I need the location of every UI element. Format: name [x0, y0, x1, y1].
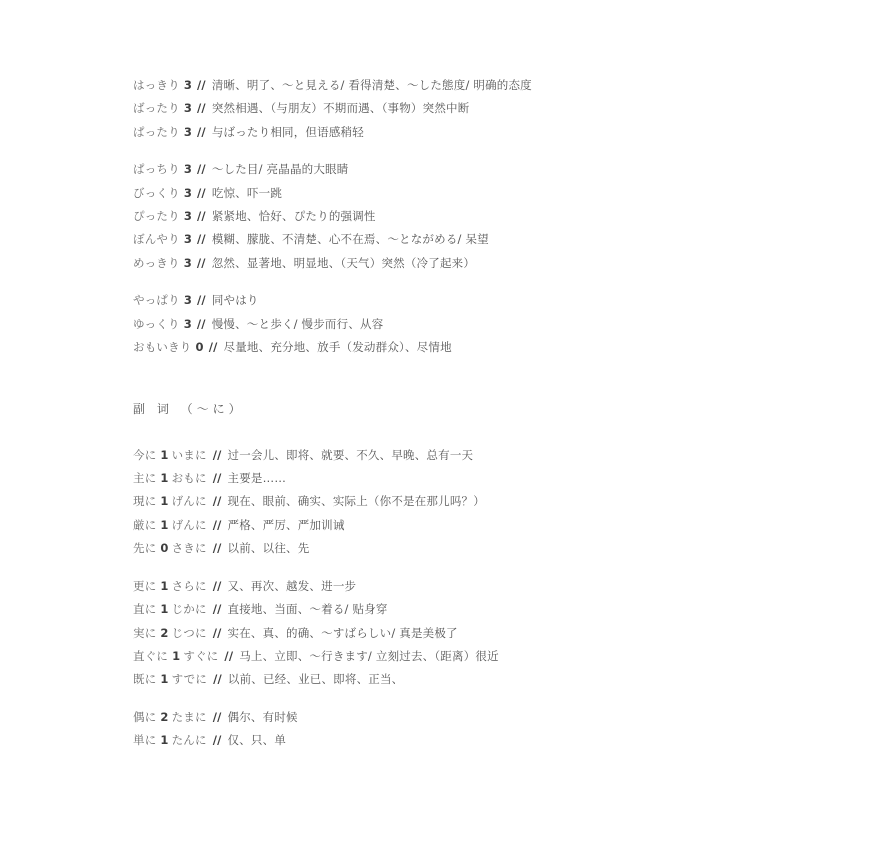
- entry-meaning: 〜した目/ 亮晶晶的大眼睛: [211, 162, 349, 176]
- entry-word: おもいきり: [133, 340, 192, 354]
- entry-kanji: 現に: [133, 494, 157, 508]
- entry-meaning: 尽量地、充分地、放手（发动群众）、尽情地: [223, 340, 452, 354]
- entry-kanji: 今に: [133, 448, 157, 462]
- vocab-entry: [133, 516, 345, 534]
- vocab-entry: [133, 492, 485, 510]
- accent-number: 1: [160, 471, 169, 485]
- vocab-entry: [133, 670, 403, 688]
- entry-kanji: 直ぐに: [133, 649, 169, 663]
- entry-reading: たまに: [171, 710, 207, 724]
- separator: //: [212, 541, 222, 555]
- entry-meaning: 严格、严厉、严加训诫: [227, 518, 345, 532]
- entry-meaning: 主要是……: [227, 471, 287, 485]
- entry-meaning: 马上、立即、〜行きます/ 立刻过去、（距离）很近: [239, 649, 499, 663]
- vocab-entry: [133, 76, 532, 94]
- entry-word: びっくり: [133, 186, 180, 200]
- entry-reading: げんに: [171, 518, 207, 532]
- separator: //: [197, 186, 206, 200]
- separator: //: [212, 733, 222, 747]
- accent-number: 3: [183, 293, 193, 307]
- entry-word: ゆっくり: [133, 317, 180, 331]
- entry-word: めっきり: [133, 256, 180, 270]
- entry-meaning: 吃惊、吓一跳: [211, 186, 283, 200]
- entry-reading: すぐに: [183, 649, 219, 663]
- separator: //: [224, 649, 234, 663]
- entry-reading: じつに: [171, 626, 207, 640]
- entry-word: ばったり: [133, 101, 180, 115]
- accent-number: 3: [183, 162, 193, 176]
- separator: //: [197, 78, 206, 92]
- entry-word: ぴったり: [133, 209, 180, 223]
- vocab-entry: [133, 647, 499, 665]
- accent-number: 3: [183, 317, 192, 331]
- entry-meaning: 直接地、当面、〜着る/ 贴身穿: [227, 602, 388, 616]
- separator: //: [197, 209, 206, 223]
- accent-number: 3: [183, 125, 193, 139]
- entry-word: ぼんやり: [133, 232, 180, 246]
- entry-meaning: 模糊、朦胧、不清楚、心不在焉、〜とながめる/ 呆望: [211, 232, 489, 246]
- vocab-entry: [133, 577, 356, 595]
- entry-meaning: 实在、真、的确、〜すばらしい/ 真是美极了: [227, 626, 458, 640]
- entry-word: やっぱり: [133, 293, 180, 307]
- separator: //: [212, 518, 222, 532]
- separator: //: [197, 293, 206, 307]
- entry-kanji: 先に: [133, 541, 157, 555]
- separator: //: [196, 256, 206, 270]
- vocab-entry: [133, 469, 286, 487]
- separator: //: [213, 672, 222, 686]
- separator: //: [212, 448, 222, 462]
- entry-reading: さらに: [171, 579, 207, 593]
- entry-word: はっきり: [133, 78, 180, 92]
- entry-meaning: 与ばったり相同，但语感稍轻: [211, 125, 364, 139]
- accent-number: 3: [183, 78, 193, 92]
- vocab-entry: [133, 123, 364, 141]
- entry-reading: じかに: [171, 602, 207, 616]
- entry-meaning: 同やはり: [211, 293, 259, 307]
- vocab-entry: [133, 731, 286, 749]
- entry-meaning: 清晰、明了、〜と見える/ 看得清楚、〜した態度/ 明确的态度: [211, 78, 532, 92]
- entry-reading: すでに: [171, 672, 208, 686]
- entry-kanji: 直に: [133, 602, 157, 616]
- vocab-entry: [133, 291, 259, 309]
- vocab-entry: [133, 207, 376, 225]
- accent-number: 3: [183, 209, 193, 223]
- separator: //: [212, 710, 222, 724]
- separator: //: [196, 317, 206, 331]
- entry-kanji: 厳に: [133, 518, 157, 532]
- accent-number: 1: [160, 672, 169, 686]
- separator: //: [197, 125, 206, 139]
- entry-meaning: 过一会儿、即将、就要、不久、早晚、总有一天: [227, 448, 474, 462]
- entry-reading: たんに: [171, 733, 207, 747]
- accent-number: 3: [183, 186, 193, 200]
- accent-number: 1: [160, 602, 169, 616]
- entry-reading: おもに: [171, 471, 207, 485]
- vocab-entry: [133, 600, 388, 618]
- vocab-entry: [133, 708, 298, 726]
- entry-meaning: 偶尔、有时候: [227, 710, 298, 724]
- separator: //: [197, 162, 206, 176]
- vocab-entry: [133, 254, 475, 272]
- entry-kanji: 更に: [133, 579, 157, 593]
- separator: //: [212, 626, 222, 640]
- separator: //: [212, 471, 222, 485]
- entry-meaning: 慢慢、〜と歩く/ 慢步而行、从容: [211, 317, 384, 331]
- accent-number: 3: [183, 101, 193, 115]
- accent-number: 0: [195, 340, 204, 354]
- vocab-entry: [133, 184, 282, 202]
- entry-meaning: 突然相遇、（与朋友）不期而遇、（事物）突然中断: [211, 101, 470, 115]
- accent-number: 1: [172, 649, 181, 663]
- entry-meaning: 以前、已经、业已、即将、正当、: [227, 672, 404, 686]
- accent-number: 1: [160, 733, 169, 747]
- accent-number: 2: [160, 710, 169, 724]
- separator: //: [212, 602, 222, 616]
- vocab-entry: [133, 160, 348, 178]
- separator: //: [212, 494, 222, 508]
- vocab-entry: [133, 99, 469, 117]
- entry-meaning: 仅、只、单: [227, 733, 287, 747]
- entry-meaning: 现在、眼前、确实、实际上（你不是在那儿吗？）: [227, 494, 485, 508]
- entry-word: ぱっちり: [133, 162, 180, 176]
- entry-meaning: 紧紧地、恰好、ぴたり的强调性: [211, 209, 376, 223]
- entry-kanji: 偶に: [133, 710, 157, 724]
- separator: //: [212, 579, 222, 593]
- accent-number: 2: [160, 626, 169, 640]
- vocab-entry: [133, 338, 452, 356]
- accent-number: 3: [183, 256, 192, 270]
- separator: //: [197, 232, 206, 246]
- entry-kanji: 単に: [133, 733, 157, 747]
- accent-number: 1: [160, 518, 169, 532]
- entry-meaning: 以前、以往、先: [227, 541, 310, 555]
- separator: //: [197, 101, 206, 115]
- entry-kanji: 主に: [133, 471, 157, 485]
- accent-number: 1: [160, 579, 169, 593]
- entry-kanji: 既に: [133, 672, 157, 686]
- entry-kanji: 実に: [133, 626, 157, 640]
- vocab-entry: [133, 624, 458, 642]
- vocab-entry: [133, 446, 473, 464]
- accent-number: 0: [160, 541, 169, 555]
- section-heading: 副 词 （〜に）: [133, 402, 245, 416]
- vocab-entry: [133, 230, 489, 248]
- separator: //: [208, 340, 218, 354]
- accent-number: 1: [160, 494, 169, 508]
- entry-reading: いまに: [171, 448, 207, 462]
- vocab-entry: [133, 315, 383, 333]
- entry-reading: さきに: [171, 541, 207, 555]
- accent-number: 3: [183, 232, 193, 246]
- entry-word: ぱったり: [133, 125, 180, 139]
- entry-meaning: 又、再次、越发、进一步: [227, 579, 357, 593]
- entry-reading: げんに: [171, 494, 207, 508]
- entry-meaning: 忽然、显著地、明显地、（天气）突然（冷了起来）: [211, 256, 476, 270]
- vocab-entry: [133, 539, 309, 557]
- accent-number: 1: [160, 448, 169, 462]
